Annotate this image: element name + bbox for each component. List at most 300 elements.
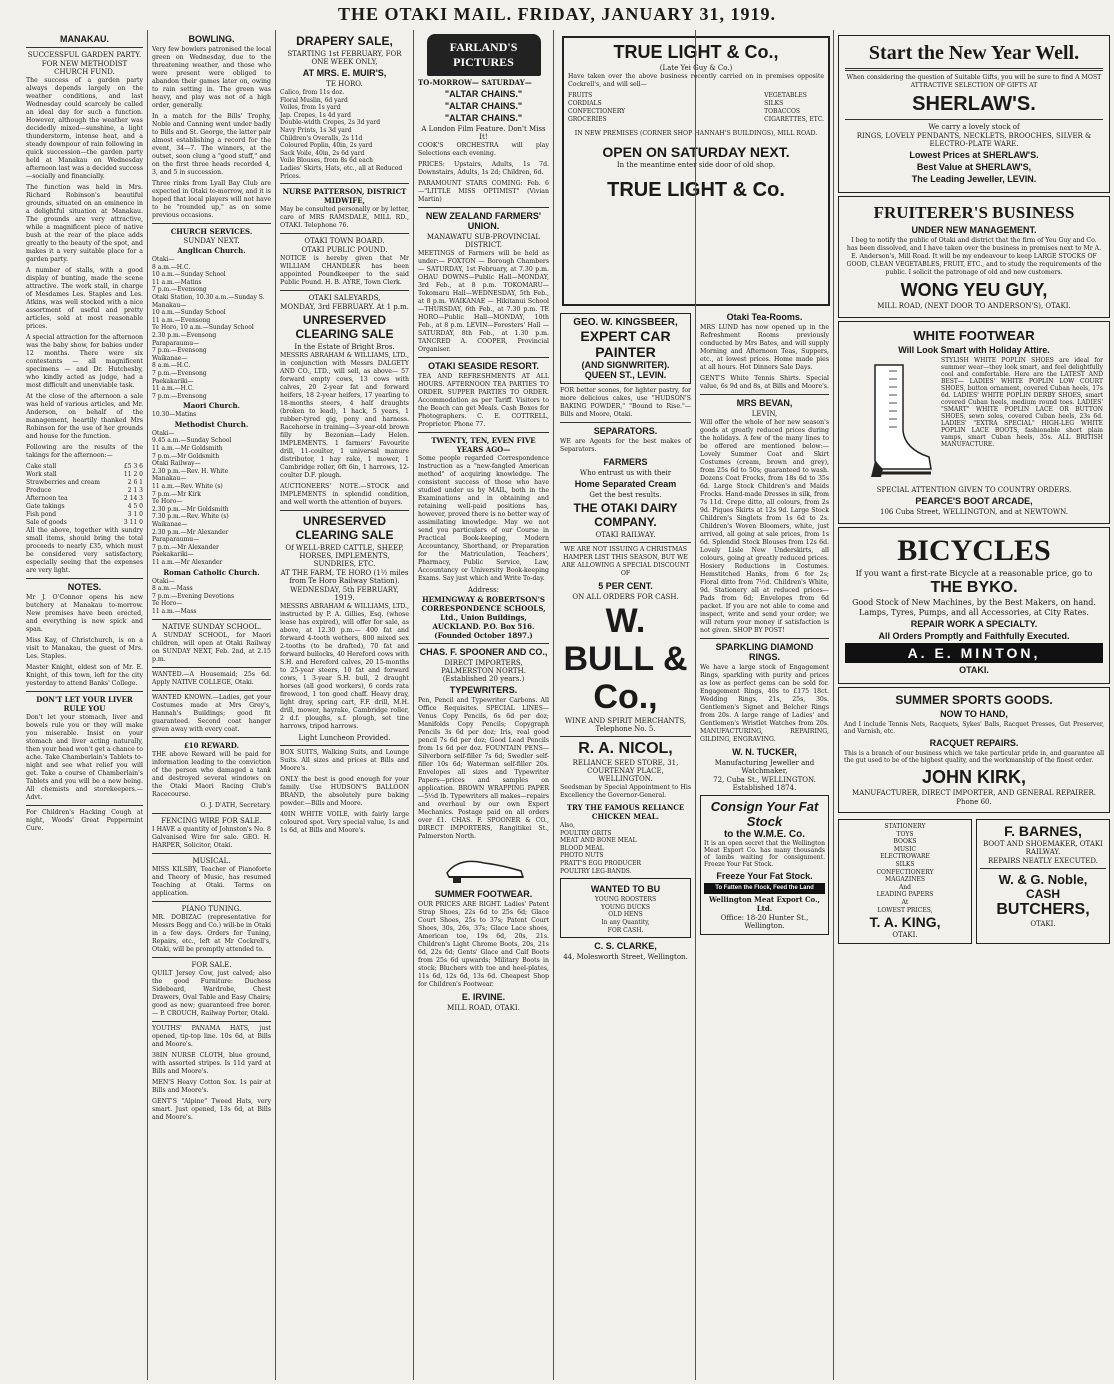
sherlaw-name: SHERLAW'S. xyxy=(912,93,1036,115)
service-line: Manakau— xyxy=(152,475,187,483)
bicycles-heading: BICYCLES xyxy=(897,534,1051,567)
heading-reward: £10 REWARD. xyxy=(183,740,240,750)
true-light-good: FRUITS xyxy=(568,92,593,99)
service-line: 7 p.m.—Mr Kirk xyxy=(152,490,201,498)
divider xyxy=(280,233,409,234)
heading-summer-footwear: SUMMER FOOTWEAR. xyxy=(434,889,533,899)
w-bull-sub: WINE AND SPIRIT MERCHANTS, Telephone No. 5. xyxy=(564,717,687,733)
barnes-noble-advert xyxy=(976,819,1110,944)
kingsbeer-location: QUEEN ST., LEVIN. xyxy=(584,370,667,380)
farmers-union-meetings: MEETINGS of Farmers will be held as under:— FOXTON — Borough Chambers — SATURDAY, 1st February, at 7.30 p.m. OHAU DOWNS—Public Hall—MONDAY, 3rd Feb., at 8 p.m. TOKOMARU—Tokomaru Hall—WEDNESDAY, 5th Feb., at 8 p.m. WAIKANAE — Hikitanui School—THURSDAY, 6th Feb., at 7.30 p.m. TE HORO—Public Hall—MONDAY, 10th Feb., at 8 p.m. LEVIN—Foresters' Hall — SATURDAY, 8th Feb., at 1.30 p.m. TANCRED A. COOPER, Provincial Organiser. xyxy=(418,250,549,353)
dairy-location: OTAKI RAILWAY. xyxy=(595,531,656,539)
heading-clearing-sale: UNRESERVED CLEARING SALE xyxy=(295,313,394,342)
true-light-good: VEGETABLES xyxy=(764,92,807,99)
divider xyxy=(152,737,271,738)
divider xyxy=(418,432,549,433)
heading-musical: MUSICAL. xyxy=(192,856,231,865)
receipt-item: Cake stall xyxy=(26,463,57,470)
feed-item: PHOTO NUTS xyxy=(560,852,604,860)
shoe-illustration xyxy=(439,845,529,885)
service-line: 7 p.m.—Mr Goldsmith xyxy=(152,452,220,460)
heading-town-board: OTAKI TOWN BOARD. xyxy=(304,237,385,246)
wanted-item: YOUNG DUCKS xyxy=(601,903,650,911)
auctioneers-note: AUCTIONEERS' NOTE.—STOCK and IMPLEMENTS in splendid condition, and well worth the attention of buyers. xyxy=(280,483,409,507)
receipt-amount: 3 11 0 xyxy=(123,519,143,526)
methodist-services xyxy=(152,430,271,567)
divider xyxy=(280,183,409,184)
divider xyxy=(560,422,691,423)
drapery-dates: STARTING 1st FEBRUARY, FOR ONE WEEK ONLY, xyxy=(287,50,402,66)
true-light-good: CORDIALS xyxy=(568,100,602,107)
drapery-location: TE HORO. xyxy=(326,80,363,88)
music-notice: MISS KILSBY, Teacher of Pianoforte and Theory of Music, has resumed Teaching at Otaki. Terms on application. xyxy=(152,865,271,897)
service-line: Otaki— xyxy=(152,577,175,585)
heading-fencing: FENCING WIRE FOR SALE. xyxy=(161,816,262,825)
clearing-sale-text: MESSRS ABRAHAM & WILLIAMS, LTD., in conjunction with Messrs DALGETY AND CO., LTD., will sell, as above— 57 forward empty cows, 13 cows with calves, 20 2-year fat and forward heifers, 18 2-year heifers, 17 yearling to 18-months steers, 4 half draughts (broken to lead), 1 hack, 5 years, 1 rubber-tyred gig, pony and harness. Racehorse in training—3-year-old brown filly by Bezonian—Lady Helen. IMPLEMENTS. 1 farmers' Favourite drill, 11-coulter, 1 universal manure distributor, 1 hay rake, 1 mower, 1 Cambridge roller, 6ft 6in, 1 harrows, 12-coulter D.F. plough. xyxy=(280,352,409,480)
true-light-good: SILKS xyxy=(764,100,784,107)
xmas-notice: WE ARE NOT ISSUING A CHRISTMAS HAMPER LIST THIS SEASON, BUT WE ARE ALLOWING A SPECIAL DISCOUNT OF xyxy=(561,546,690,577)
receipt-item: Produce xyxy=(26,487,52,494)
service-line: 7 p.m.—Evensong xyxy=(152,392,207,400)
saleyards-heading: OTAKI SALEYARDS, xyxy=(308,294,381,303)
service-line: Otaki Railway— xyxy=(152,460,201,468)
service-line: Paekakariki— xyxy=(152,377,194,385)
divider xyxy=(152,957,271,958)
column-bowling xyxy=(148,30,276,1380)
ad-box-suits: BOX SUITS, Walking Suits, and Lounge Suits. All sizes and prices at Bills and Moore's. xyxy=(280,749,409,773)
orders-executed: All Orders Promptly and Faithfully Executed. xyxy=(878,631,1070,641)
true-light-good: CIGARETTES, ETC. xyxy=(764,116,824,123)
receipt-row xyxy=(26,519,143,527)
farmers-union-district: MANAWATU SUB-PROVINCIAL DISTRICT. xyxy=(426,233,541,249)
clarke-location: 44, Molesworth Street, Wellington. xyxy=(563,953,688,962)
article-paragraph: The success of a garden party always depends largely on the weather conditions, and last Wednesday could scarcely be called an ideal day for such a function. However, although the weather was decidedly mixed—sunshine, a light thunderstorm, intense heat, and a steady downpour of rain following in quick succession—the garden party held at Manakau on Wednesday afternoon last was a decided success—socially and financially. xyxy=(26,77,143,180)
cream-label: Home Separated Cream xyxy=(574,479,677,489)
boot-illustration xyxy=(845,361,935,481)
feature-title: "ALTAR CHAINS." xyxy=(444,89,523,99)
heading-notes: NOTES. xyxy=(67,582,102,592)
sherlaw-leading: The Leading Jeweller, LEVIN. xyxy=(911,174,1037,184)
kingsbeer-name: GEO. W. KINGSBEER, xyxy=(573,317,678,328)
drapery-item: Ladies' Skirts, Hats, etc., all at Reduced Prices. xyxy=(280,164,403,180)
service-line: 10.30—Matins xyxy=(152,411,197,419)
divider xyxy=(152,853,271,854)
service-line: 7 p.m.—Evensong xyxy=(152,347,207,355)
king-good: BOOKS xyxy=(893,838,917,846)
heading-drapery-sale: DRAPERY SALE, xyxy=(296,34,393,48)
fruiterer-heading: FRUITERER'S BUSINESS xyxy=(873,203,1075,222)
sports-heading: SUMMER SPORTS GOODS. xyxy=(895,693,1053,707)
service-line: 2.30 p.m.—Mr Goldsmith xyxy=(152,505,229,513)
heading-diamond-rings: SPARKLING DIAMOND RINGS. xyxy=(715,642,814,662)
article-paragraph: In a match for the Bills' Trophy, Noble and Canning went under badly to Bills and St. George, the latter pair almost establishing a record for the event, 34—7. The winners, at the outset, soon clung a "good stuff," and on the first three heads recorded 4, 3, and 5 in succession. xyxy=(152,113,271,176)
bevan-text: Will offer the whole of her new season's goods at greatly reduced prices during the holidays. A few of the many lines to be offered are mentioned below:— Lovely Summer Coat and Skirt Costumes (cream, brown and grey), from 25s 6d to 50s; guaranteed to wash. Dozens Coat Frocks, from 18s 6d to 35s 6d. Large Stock Children's and Maids Frocks. Hand-made Dresses in silk, from 7s 11d. Crepe ditto, all colours, from 2s 9d. Piques Skirts at 12s 9d. Large Stock Children's Singlets from 1s 6d to 2s. Children's Woven Bloomers, white, just arrived, all going at sale prices, from 1s 6d. Splendid Stock Blouses from 12s 6d. Lovely Lisle New Underskirts, all colours, going at greatly reduced prices. Hosiery Reductions in Costumes. Hemstitched Hanks, from 6 for 2s; Floral ditto from 7½d. Children's White, 9d. Stationery all at reduced prices—Pads from 6d; Envelopes from 6d packet. If you are not able to come and inspect, write and send your order; we will return your money if satisfaction is not given. SHOP BY POST! xyxy=(700,419,829,634)
receipt-item: Fish pond xyxy=(26,511,57,518)
discount-percent: 5 PER CENT. xyxy=(598,581,653,591)
receipt-row xyxy=(26,479,143,487)
ad-wanted-known: WANTED KNOWN.—Ladies, get your Costumes made at Mrs Grey's, Hannah's Buildings; good fit guaranteed. Second coat hanger given away with every coat. xyxy=(152,693,271,733)
service-line: 7 p.m.—Mr Alexander xyxy=(152,543,219,551)
divider xyxy=(700,638,829,639)
true-light-title: TRUE LIGHT & Co., xyxy=(613,42,779,62)
divider xyxy=(700,394,829,395)
bevan-name: MRS BEVAN, xyxy=(736,398,793,408)
divider xyxy=(152,813,271,814)
flock-banner: To Fatten the Flock, Feed the Land xyxy=(704,883,825,894)
typewriters-text: Pen, Pencil and Typewriter Carbons. All Office Requisites. SPECIAL LINES— Venus Copy Pencils, 6s 6d per doz; Manifolds Copy Pencils; Copygraph Pencils 3s 6d per doz; Iris, real good pencil 7s 6d per doz; Good Lead Pencils from 1s 6d per doz. FOUNTAIN PENS— Silverborn self-filler 7s 6d; Swedler self-filler 10s 6d; Waterman self-filler 20s. Envelopes all sizes and Typewriter Papers—prices and samples on application. BROWN WRAPPING PAPER—5½d lb. Typewriters all makes—repairs and overhaul by our own Expert Mechanics. Postage paid on all orders over £1. CHAS. F. SPOONER & CO., DIRECT IMPORTERS, Rangitikei St., Palmerston North. xyxy=(418,697,549,840)
service-line: 7 p.m.—Evensong xyxy=(152,369,207,377)
column-sales xyxy=(276,30,414,1380)
clearing-sale-estate: In the Estate of Bright Bros. xyxy=(294,343,395,352)
anglican-services xyxy=(152,256,271,400)
sherlaw-items: RINGS, LOVELY PENDANTS, NECKLETS, BROOCHES, SILVER & ELECTRO-PLATE WARE. xyxy=(856,132,1092,148)
wanted-list xyxy=(564,896,687,934)
kirk-sub: MANUFACTURER, DIRECT IMPORTER, AND GENERAL REPAIRER. xyxy=(852,789,1096,797)
divider xyxy=(152,1021,271,1022)
heading-twenty-years: TWENTY, TEN, EVEN FIVE YEARS AGO— xyxy=(431,436,536,454)
service-line: Te Horo— xyxy=(152,600,183,608)
king-good: CONFECTIONERY xyxy=(876,868,934,876)
article-paragraph: The function was held in Mrs. Richard Robinson's beautiful grounds, situated on an eminence in a delightful situation at Manakau. The grounds are very attractive, while a magnificent piece of native bush at the rear of the place adds greatly to the beauty of the spot, and makes it a very suitable place for a garden party. xyxy=(26,184,143,263)
feed-item: Also, xyxy=(560,822,575,829)
drapery-item: Sack Voile, 40in, 2s 6d yard xyxy=(280,149,365,157)
wanted-item: YOUNG ROOSTERS xyxy=(594,896,657,904)
maori-services xyxy=(152,411,271,419)
heading-native-school: NATIVE SUNDAY SCHOOL. xyxy=(161,622,262,631)
divider xyxy=(418,207,549,208)
drapery-item: Floral Muslin, 6d yard xyxy=(280,96,348,104)
divider xyxy=(26,805,143,806)
advert-chamberlains: Don't let your stomach, liver and bowels rule you or they will make you miserable. Insist on your stomach and liver acting naturally, then your head won't get a chance to ache. Take Chamberlain's Tablets to-night and see what relief you will get. Take a course of Chamberlain's Tablets and you will be a new being. All chemists and storekeepers.—Advt. xyxy=(26,714,143,801)
reward-signature: O. J. D'ATH, Secretary. xyxy=(200,801,271,809)
wong-location: MILL ROAD, (NEXT DOOR TO ANDERSON'S), OTAKI. xyxy=(877,302,1071,310)
clearing-sale-2-location: AT THE FARM, TE HORO (1½ miles from Te Horo Railway Station). xyxy=(280,569,409,586)
divider xyxy=(26,691,143,692)
article-paragraph: All the above, together with sundry small items, should bring the total proceeds to nearly £35, which must be considered very satisfactory, especially seeing that the expenses are very light. xyxy=(26,527,143,574)
wanted-item: In any Quantity, xyxy=(601,918,650,926)
feed-item: BLOOD MEAL xyxy=(560,844,604,852)
receipt-row xyxy=(26,487,143,495)
kingsbeer-expert: EXPERT CAR PAINTER xyxy=(580,328,671,360)
receipt-row xyxy=(26,503,143,511)
sherlaw-heading: Start the New Year Well. xyxy=(868,42,1080,64)
service-line: Otaki Station, 10.30 a.m.—Sunday S. xyxy=(152,293,265,301)
wme-name: Wellington Meat Export Co., Ltd. xyxy=(709,895,820,913)
barnes-repairs: REPAIRS NEATLY EXECUTED. xyxy=(987,857,1098,865)
king-advert xyxy=(838,819,972,944)
hemingway-address: HEMINGWAY & ROBERTSON'S CORRESPONDENCE SCHOOLS, Ltd., Union Buildings, AUCKLAND. P.O. Box 516. (Founded October 1897.) xyxy=(421,595,546,640)
service-line: 2.30 p.m.—Evensong xyxy=(152,331,217,339)
separators-text: WE are Agents for the best makes of Separators. xyxy=(560,438,691,453)
divider xyxy=(418,357,549,358)
service-line: 8 a.m.—H.C. xyxy=(152,362,191,370)
column-kingsbeer xyxy=(556,30,696,1380)
picture-prices: PRICES: Upstairs, Adults, 1s 7d. Downstairs, Adults, 1s 2d; Children, 6d. xyxy=(418,161,549,176)
service-line: 11 a.m.—Matins xyxy=(152,278,202,286)
service-line: Otaki— xyxy=(152,256,175,263)
divider xyxy=(560,542,691,543)
sunday-next: SUNDAY NEXT. xyxy=(183,237,240,245)
service-line: 11 a.m.—H.C. xyxy=(152,385,195,393)
tomorrow-label: TO-MORROW— SATURDAY— xyxy=(418,78,532,87)
service-line: Waikanae— xyxy=(152,354,188,362)
minton-location: OTAKI. xyxy=(959,665,989,675)
divider xyxy=(152,619,271,620)
clarke-name: C. S. CLARKE, xyxy=(594,941,657,952)
king-good: And xyxy=(898,883,912,891)
divider xyxy=(418,643,549,644)
service-line: 2.30 p.m.—Mr Alexander xyxy=(152,528,229,536)
drapery-item: Jap. Crepes, 1s 4d yard xyxy=(280,111,351,119)
king-name: T. A. KING, xyxy=(869,914,941,931)
drapery-item: Coloured Poplin, 40in, 2s yard xyxy=(280,142,373,150)
feed-item: MEAT AND BONE MEAL xyxy=(560,837,637,845)
feature-subtitle: A London Film Feature. Don't Miss It! xyxy=(421,125,546,141)
true-light-open: OPEN ON SATURDAY NEXT. xyxy=(602,144,790,160)
consign-to: to the W.M.E. Co. xyxy=(723,829,806,840)
fruiterer-advert xyxy=(838,196,1110,318)
king-good: ELECTROWARE xyxy=(880,853,930,861)
racquet-text: This is a branch of our business which we take particular pride in, and guarantee all the gut used to be of the highest quality, and the workmanship of the finest order. xyxy=(844,750,1104,764)
bicycles-line1: If you want a first-rate Bicycle at a reasonable price, go to xyxy=(855,569,1093,578)
feed-item: POULTRY LEG-BANDS. xyxy=(560,867,632,875)
receipt-item: Work stall xyxy=(26,471,57,478)
xmas-notice-end: ON ALL ORDERS FOR CASH. xyxy=(572,593,679,601)
tea-rooms-text: MRS LUND has now opened up in the Refreshment Rooms previously conducted by Mrs Bates, and will supply Morning and Afternoon Teas, Suppers, etc., at lowest prices. Home made pies at all hours. Hot Dinners Sale Days. xyxy=(700,324,829,371)
king-good: STATIONERY xyxy=(884,823,926,830)
receipt-amount: 4 5 0 xyxy=(127,503,143,510)
king-good: LOWEST PRICES, xyxy=(877,906,933,914)
sherlaw-intro: When considering the question of Suitable Gifts, you will be sure to find A MOST ATTRACTIVE SELECTION OF GIFTS AT xyxy=(846,74,1102,89)
king-location: OTAKI. xyxy=(892,931,918,940)
kirk-phone: Phone 60. xyxy=(956,798,992,806)
heading-typewriters: TYPEWRITERS. xyxy=(449,685,518,695)
diamond-text: We have a large stock of Engagement Rings, sparkling with purity and prices as low as perfect gems can be sold for. Engagement Rings, 40s to £175 18ct. Wedding Rings, 21s, 25s, 30s. Gentlemen's Signet and Belcher Rings from 20s. A large range of Ladies' and Gentlemen's Wristlet Watches from 20s. MANUFACTURING, REPAIRING, GILDING, ENGRAVING. xyxy=(700,664,829,743)
pearce-location: 106 Cuba Street, WELLINGTON, and at NEWTOWN. xyxy=(880,508,1068,516)
byko-name: THE BYKO. xyxy=(930,579,1018,596)
drapery-item: Navy Prints, 1s 3d yard xyxy=(280,126,352,134)
receipt-amount: £5 3 6 xyxy=(123,463,143,470)
nicol-sub: RELIANCE SEED STORE, 31, COURTENAY PLACE, WELLINGTON. xyxy=(572,759,679,783)
entrust-label: Who entrust us with their xyxy=(579,469,672,477)
farmers-label: FARMERS xyxy=(603,457,648,467)
service-line: Waikanae— xyxy=(152,521,188,528)
consign-heading: Consign Your Fat Stock xyxy=(710,799,819,829)
receipt-row xyxy=(26,495,143,503)
white-footwear-heading: WHITE FOOTWEAR xyxy=(913,328,1035,343)
true-light-good: GROCERIES xyxy=(568,116,607,123)
farlands-pictures-logo: FARLAND'S PICTURES xyxy=(427,34,541,76)
wanted-item: FOR CASH. xyxy=(607,926,644,934)
column-shop-adverts xyxy=(834,30,1114,1380)
true-light-sub: (Late Yei Guy & Co.) xyxy=(659,64,733,72)
drapery-item: Double-width Crepes, 2s 3d yard xyxy=(280,119,381,127)
white-footwear-attention: SPECIAL ATTENTION GIVEN TO COUNTRY ORDERS. xyxy=(876,486,1072,494)
divider xyxy=(280,290,409,291)
divider xyxy=(152,223,271,224)
wong-name: WONG YEU GUY, xyxy=(900,280,1048,300)
service-line: 9.45 a.m.—Sunday School xyxy=(152,437,232,445)
service-line: Paraparaumu— xyxy=(152,536,200,544)
divider xyxy=(26,47,143,48)
wme-office: Office: 18-20 Hunter St., Wellington. xyxy=(720,914,809,930)
ad-wanted-housemaid: WANTED.—A Housemaid; 25s 6d. Apply NATIVE COLLEGE, Otaki. xyxy=(152,670,271,686)
sherlaw-best-value: Best Value at SHERLAW'S, xyxy=(916,162,1032,172)
king-good: MUSIC xyxy=(893,845,917,853)
catholic-services xyxy=(152,578,271,616)
drapery-item: Voiles, from 1s yard xyxy=(280,104,341,112)
receipt-row xyxy=(26,471,143,479)
heading-seaside-resort: OTAKI SEASIDE RESORT. xyxy=(428,361,539,371)
wanted-item: OLD HENS xyxy=(608,911,643,919)
column-manakau xyxy=(22,30,148,1380)
drapery-price-list xyxy=(280,89,409,180)
service-line: 11 a.m.—Mr Alexander xyxy=(152,558,223,566)
heading-bowling: BOWLING. xyxy=(188,34,235,44)
bottom-adverts xyxy=(838,816,1110,947)
chicken-meal: TRY THE FAMOUS RELIANCE CHICKEN MEAL. xyxy=(566,803,685,821)
irvine-location: MILL ROAD, OTAKI. xyxy=(447,1004,520,1012)
column-pictures xyxy=(414,30,554,1380)
pearce-name: PEARCE'S BOOT ARCADE, xyxy=(915,496,1033,506)
drapery-item: Children's Overalls, 2s 11d xyxy=(280,134,363,142)
noble-cash: CASH xyxy=(1025,887,1060,901)
luncheon-note: Light Luncheon Provided. xyxy=(298,734,391,743)
heading-nurse: NURSE PATTERSON, DISTRICT MIDWIFE, xyxy=(282,187,407,206)
orchestra-note: COOK'S ORCHESTRA will play Selections each evening. xyxy=(418,142,549,157)
tucker-location: 72, Cuba St., WELLINGTON. Established 1874. xyxy=(713,776,816,792)
service-line: 10 a.m.—Sunday School xyxy=(152,271,226,279)
king-good: MAGAZINES xyxy=(885,876,925,884)
service-line: 10 a.m.—Sunday School xyxy=(152,309,226,317)
white-footwear-body xyxy=(845,357,1103,485)
service-line: Paekakariki— xyxy=(152,551,194,559)
king-goods xyxy=(842,823,968,914)
noble-location: OTAKI. xyxy=(1030,920,1056,928)
receipt-item: Strawberries and cream xyxy=(26,479,100,486)
heading-for-sale: FOR SALE. xyxy=(191,960,232,969)
noble-butchers: BUTCHERS, xyxy=(996,901,1090,918)
racquet-heading: RACQUET REPAIRS. xyxy=(929,738,1019,748)
note-paragraph: Mr J. O'Connor opens his new butchery at Manakau to-morrow. New premises have been erected, and everything is new spick and span. xyxy=(26,594,143,633)
summer-footwear-text: OUR PRICES ARE RIGHT. Ladies' Patent Strap Shoes, 22s 6d to 25s 6d; Glace Court Shoes, 25s to 37s; Patent Court Shoes, 30s, 26s, 37s; Glace Lace shoes, American toe, 19s 6d, 20s, 21s. Children's Light Chrome Boots, 20s, 21s 6d, 22s 6d; Gents' Glace and Calf Boots from 25s 6d upwards; Military Boots in stock; Bluchers with toe and heel-plates, 11s 6d, 12s 6d, 13s 6d. Cheapest Shop for Children's Footwear. xyxy=(418,901,549,988)
kingsbeer-advert xyxy=(560,313,691,384)
maori-heading: Maori Church. xyxy=(183,401,240,411)
heading-church-services: CHURCH SERVICES. xyxy=(170,227,253,236)
catholic-heading: Roman Catholic Church. xyxy=(163,567,260,577)
fruiterer-sub: UNDER NEW MANAGEMENT. xyxy=(911,225,1037,235)
w-bull-name: W. BULL & Co., xyxy=(563,602,688,716)
divider xyxy=(152,690,271,691)
article-paragraph: Three rinks from Lyall Bay Club are expected in Otaki to-morrow, and it is hoped that local players will not have to be "rounded up," as on some previous occasions. xyxy=(152,180,271,219)
barnes-name: F. BARNES, xyxy=(1004,823,1082,839)
heading-tea-rooms: Otaki Tea-Rooms. xyxy=(726,312,803,322)
feed-item: POULTRY GRITS xyxy=(560,829,612,837)
clearing-sale-2-date: WEDNESDAY, 5th FEBRUARY, 1919. xyxy=(290,586,399,603)
kingsbeer-signwriter: (AND SIGNWRITER). xyxy=(581,360,670,370)
white-footwear-sub: Will Look Smart with Holiday Attire. xyxy=(898,345,1050,355)
ad-panama-hats: YOUTHS' PANAMA HATS, just opened, tip-top line. 10s 6d, at Bills and Moore's. xyxy=(152,1024,271,1048)
sherlaw-advert xyxy=(838,35,1110,193)
ad-balloon-brand: ONLY the best is good enough for your family. Use HUDSON'S BALLOON BRAND, the absolutely pure baking powder.—Bills and Moore. xyxy=(280,776,409,808)
irvine-name: E. IRVINE. xyxy=(461,992,506,1002)
noble-name: W. & G. Noble, xyxy=(998,872,1088,887)
service-line: Te Horo, 10 a.m.—Sunday School xyxy=(152,324,254,332)
clearing-sale-2-sub: Of WELL-BRED CATTLE, SHEEP, HORSES, IMPLEMENTS, SUNDRIES, ETC. xyxy=(285,544,404,569)
wanted-to-buy-advert xyxy=(560,878,691,938)
feature-title: "ALTAR CHAINS." xyxy=(444,113,523,123)
ad-tennis-shirts: GENT'S White Tennis Shirts. Special value, 6s 9d and 8s, at Bills and Moore's. xyxy=(700,375,829,390)
heading-piano: PIANO TUNING. xyxy=(181,904,242,913)
article-paragraph: Very few bowlers patronised the local green on Wednesday, due to the threatening weather, and those who were present were obliged to abandon their games later on, owing to rain setting in. The green was heavy, and play was not of a high order, generally. xyxy=(152,46,271,109)
drapery-item: Voile Blouses, from 8s 6d each xyxy=(280,157,374,165)
receipt-row xyxy=(26,463,143,471)
receipt-amount: 2 6 1 xyxy=(127,479,143,486)
drapery-item: Calico, from 11s doz. xyxy=(280,89,345,96)
clearing-sale-2-text: MESSRS ABRAHAM & WILLIAMS, LTD., instructed by P. A. Gillies, Esq. (whose lease has expired), will offer for sale, as above, at 12.30 p.m.— 400 fat and forward 4-tooth wethers, 800 mixed sex 2-tooths (to be drafted), 70 fat and forward bullocks, 40 Hereford cows with S.H. and Hereford calves, 20 15-months to 25-year steers, 10 fat and forward cows, 1 3-year S.H. bull, 2 draught horses (all good workers), 6 cords rata firewood, 1 ton good chaff. Heavy dray, light dray, spring cart, F.F. drill, M.H. drill, mower, hayrake, Cambridge roller, 2 d.f. ploughs, s.f. plough, set tine harrows, tripod harrows. xyxy=(280,603,409,731)
receipt-item: Sale of goods xyxy=(26,519,67,526)
receipt-amount: 11 2 0 xyxy=(123,471,143,478)
spooner-sub: DIRECT IMPORTERS, PALMERSTON NORTH. (Established 20 years.) xyxy=(441,659,526,683)
divider xyxy=(980,868,1106,869)
true-light-intro: Have taken over the above business recently carried on in premises opposite Cockrell's, and will sell— xyxy=(568,73,824,88)
divider xyxy=(845,68,1103,71)
methodist-heading: Methodist Church. xyxy=(174,419,249,429)
service-line: 7.30 p.m.—Rev. White (s) xyxy=(152,513,229,521)
true-light-good: TOBACCOS xyxy=(764,108,801,115)
sports-sub: NOW TO HAND, xyxy=(940,709,1008,719)
service-line: 8 a.m.—Mass xyxy=(152,585,193,593)
wme-advert xyxy=(700,795,829,935)
heading-farmers-union: NEW ZEALAND FARMERS' UNION. xyxy=(425,211,542,231)
ad-white-voile: 40IN WHITE VOILE, with fairly large coloured spot. Very special value, 1s and 1s 6d, at Bills and Moore's. xyxy=(280,811,409,835)
tucker-name: W. N. TUCKER, xyxy=(732,747,797,757)
divider xyxy=(560,736,691,737)
receipt-amount: 2 1 3 xyxy=(127,487,143,494)
anglican-heading: Anglican Church. xyxy=(177,246,246,255)
heading-separators: SEPARATORS. xyxy=(593,426,658,436)
sherlaw-stock: We carry a lovely stock of xyxy=(928,123,1020,131)
king-good: TOYS xyxy=(896,830,914,838)
receipts-table xyxy=(26,463,143,527)
ad-alpine-hats: GENT'S "Alpine" Tweed Hats, very smart. Just opened, 13s 6d, at Bills and Moore's. xyxy=(152,1097,271,1121)
divider xyxy=(845,119,1103,120)
ad-baking-powder: FOR better scones, for lighter pastry, for more delicious cakes, use "HUDSON'S BAKING POWDER," "Bound to Rise."—Bills and Moore, Otaki. xyxy=(560,387,691,418)
coming-attractions: PARAMOUNT STARS COMING: Feb. 6—"LITTLE MISS OPTIMIST" (Vivian Martin) xyxy=(418,180,549,203)
note-paragraph: Master Knight, eldest son of Mr. E. Knight, of this town, left for the city yesterday to attend Banks' College. xyxy=(26,664,143,687)
piano-notice: MR. DOBIZAC (representative for Messrs Begg and Co.) will-be in Otaki in a few days. Orders for Tuning, Repairs, etc., left at Mr Cockrell's, Otaki, will be promptly attended to. xyxy=(152,913,271,953)
receipt-amount: 2 14 3 xyxy=(123,495,143,502)
bicycles-advert xyxy=(838,527,1110,684)
service-line: 8 a.m.—H.C. xyxy=(152,263,191,271)
true-light-footer: TRUE LIGHT & Co. xyxy=(607,179,785,201)
sale-notice: QUILT Jersey Cow, just calved; also the good Furniture: Duchess Sideboard, Wardrobe, Chest Drawers, Oval Table and Easy Chairs; good as new; guaranteed free borer. — P. CROUCH, Railway Porter, Otaki. xyxy=(152,969,271,1017)
subheading-garden-party: SUCCESSFUL GARDEN PARTY. xyxy=(27,51,142,59)
best-results: Get the best results. xyxy=(589,491,662,499)
divider xyxy=(280,745,409,746)
repair-specialty: REPAIR WORK A SPECIALTY. xyxy=(910,619,1038,629)
sports-goods-advert xyxy=(838,687,1110,813)
receipt-row xyxy=(26,511,143,519)
saleyards-date: MONDAY, 3rd FEBRUARY. At 1 p.m. xyxy=(280,303,409,312)
divider xyxy=(280,510,409,511)
service-line: Te Horo— xyxy=(152,498,183,506)
fencing-notice: I HAVE a quantity of Johnston's No. 8 Galvanised Wire for sale. GEO. H. HARPER, Solicitor, Otaki. xyxy=(152,825,271,849)
bicycles-line3: Lamps, Tyres, Pumps, and all Accessories, at City Rates. xyxy=(859,608,1089,617)
address-label: Address: xyxy=(467,586,500,594)
dairy-company: THE OTAKI DAIRY COMPANY. xyxy=(573,501,678,529)
service-line: 7 p.m.—Evensong xyxy=(152,286,207,294)
